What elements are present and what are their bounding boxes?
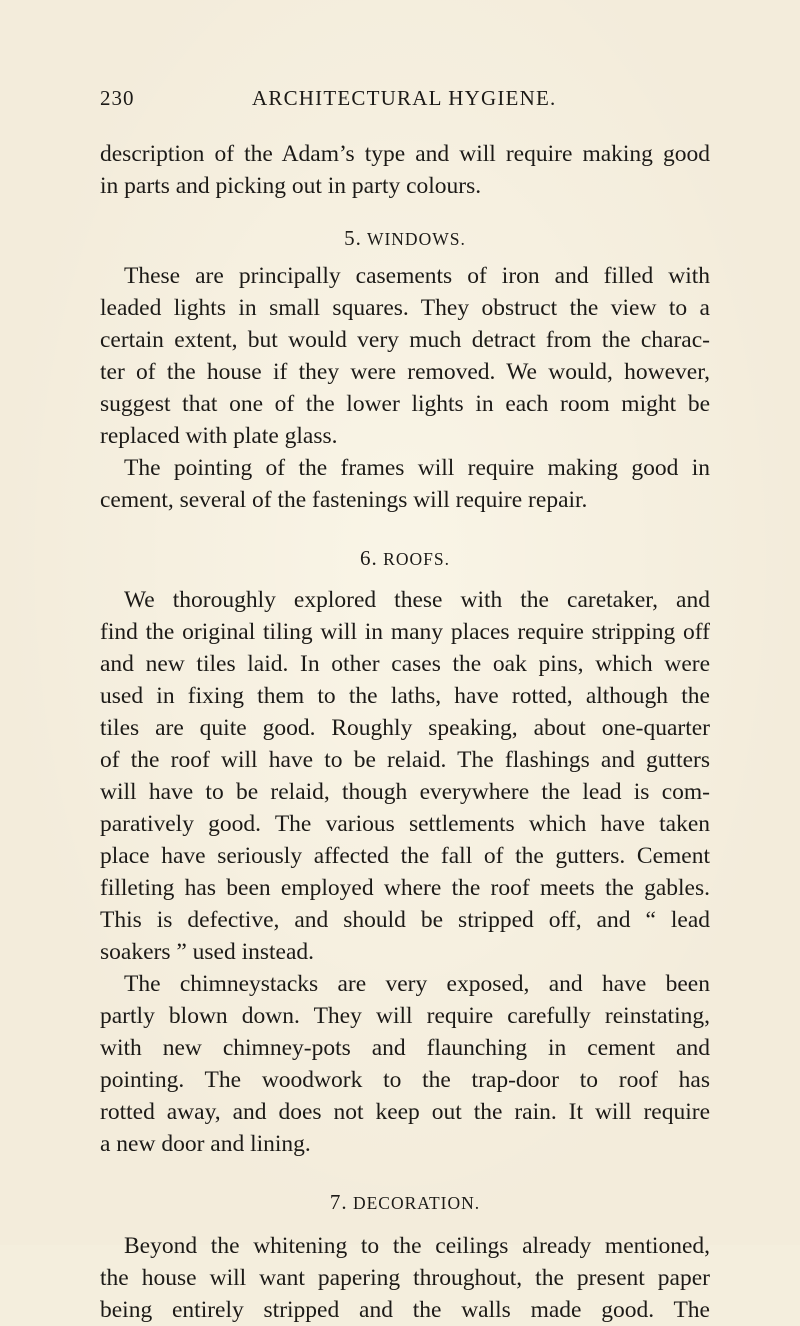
text-line: pointing. The woodwork to the trap-door to roof has: [100, 1067, 710, 1093]
section-heading-roofs: [100, 544, 710, 572]
text-line: a new door and lining.: [100, 1131, 311, 1157]
section-title: ROOFS.: [383, 549, 450, 569]
section-number: 6.: [360, 546, 378, 570]
text-line: in parts and picking out in party colours.: [100, 173, 482, 199]
section-heading-decoration: [100, 1188, 710, 1216]
body-text: [100, 138, 710, 1326]
text-line: being entirely stripped and the walls made good. The: [100, 1297, 710, 1323]
text-line: soakers ” used instead.: [100, 939, 315, 965]
text-line: suggest that one of the lower lights in each room might be: [100, 391, 710, 417]
text-line: These are principally casements of iron and filled with: [124, 263, 710, 289]
paragraph: [100, 452, 710, 516]
section-number: 7.: [329, 1190, 348, 1214]
text-line: The chimneystacks are very exposed, and have been: [124, 971, 710, 997]
text-line: paratively good. The various settlements which have taken: [100, 811, 710, 837]
section-title: WINDOWS.: [366, 229, 466, 249]
text-line: find the original tiling will in many places require stripping off: [100, 619, 710, 645]
section-title: DECORATION.: [352, 1193, 481, 1213]
page-header: [100, 86, 720, 116]
paragraph: [100, 1230, 710, 1326]
text-line: filleting has been employed where the roof meets the gables.: [100, 875, 710, 901]
section-number: 5.: [344, 226, 362, 250]
paragraph: [100, 968, 710, 1160]
text-line: We thoroughly explored these with the caretaker, and: [124, 587, 710, 613]
text-line: the house will want papering throughout, the present paper: [100, 1265, 710, 1291]
text-line: used in fixing them to the laths, have rotted, although the: [100, 683, 710, 709]
text-line: will have to be relaid, though everywhere the lead is com-: [100, 779, 710, 805]
text-line: cement, several of the fastenings will require repair.: [100, 487, 588, 513]
text-line: partly blown down. They will require carefully reinstating,: [100, 1003, 710, 1029]
text-line: ter of the house if they were removed. We would, however,: [100, 359, 710, 385]
text-line: and new tiles laid. In other cases the oak pins, which were: [100, 651, 710, 677]
text-line: replaced with plate glass.: [100, 423, 338, 449]
text-line: The pointing of the frames will require making good in: [124, 455, 710, 481]
text-line: leaded lights in small squares. They obstruct the view to a: [100, 295, 710, 321]
paragraph: [100, 584, 710, 968]
section-heading-windows: [100, 224, 710, 252]
text-line: of the roof will have to be relaid. The flashings and gutters: [100, 747, 710, 773]
paragraph: [100, 260, 710, 452]
intro-paragraph: [100, 138, 710, 202]
text-line: rotted away, and does not keep out the rain. It will require: [100, 1099, 710, 1125]
text-line: description of the Adam’s type and will require making good: [100, 141, 710, 167]
running-head: ARCHITECTURAL HYGIENE.: [252, 86, 557, 110]
page-number: 230: [100, 86, 135, 110]
text-line: This is defective, and should be stripped off, and “ lead: [100, 907, 710, 933]
text-line: Beyond the whitening to the ceilings already mentioned,: [124, 1233, 710, 1259]
text-line: place have seriously affected the fall of the gutters. Cement: [100, 843, 710, 869]
text-line: tiles are quite good. Roughly speaking, about one-quarter: [100, 715, 710, 741]
text-line: certain extent, but would very much detract from the charac-: [100, 327, 710, 353]
text-line: with new chimney-pots and flaunching in cement and: [100, 1035, 710, 1061]
